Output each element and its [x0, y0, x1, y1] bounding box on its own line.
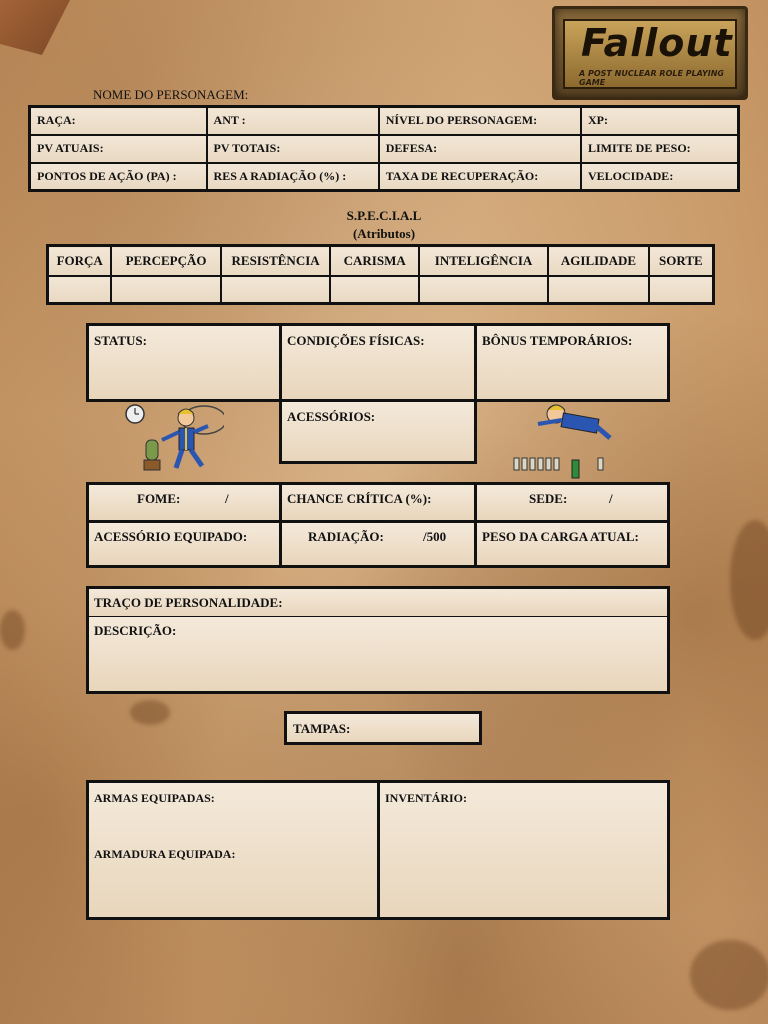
acessorios-box[interactable]	[279, 399, 477, 464]
bonus-temporarios-box[interactable]	[474, 323, 670, 402]
chance-critica-box[interactable]	[279, 482, 477, 523]
condicoes-fisicas-label: CONDIÇÕES FÍSICAS:	[287, 333, 425, 348]
special-header-forca: FORÇA	[48, 246, 112, 276]
chance-critica-label: CHANCE CRÍTICA (%):	[287, 491, 432, 506]
tampas-box[interactable]	[284, 711, 482, 745]
special-header-sorte: SORTE	[649, 246, 714, 276]
info-cell-velocidade[interactable]: VELOCIDADE:	[581, 163, 739, 191]
equipamento-box[interactable]	[86, 780, 380, 920]
info-cell-raca[interactable]: RAÇA:	[30, 107, 207, 135]
descricao-label: DESCRIÇÃO:	[94, 623, 177, 638]
paper-stain	[130, 700, 170, 725]
info-cell-pv-atuais[interactable]: PV ATUAIS:	[30, 135, 207, 163]
info-cell-taxa-recuperacao[interactable]: TAXA DE RECUPERAÇÃO:	[379, 163, 581, 191]
special-header-resistencia: RESISTÊNCIA	[221, 246, 331, 276]
sede-separator: /	[609, 491, 613, 506]
fome-separator: /	[225, 491, 229, 506]
status-label: STATUS:	[94, 333, 147, 348]
fome-label: FOME:	[137, 491, 181, 506]
info-cell-pv-totais[interactable]: PV TOTAIS:	[207, 135, 379, 163]
logo-subtitle: A POST NUCLEAR ROLE PLAYING GAME	[579, 69, 724, 87]
special-header-inteligencia: INTELIGÊNCIA	[419, 246, 548, 276]
special-value-carisma[interactable]	[330, 276, 418, 304]
armas-equipadas-label: ARMAS EQUIPADAS:	[94, 791, 215, 805]
bonus-temporarios-label: BÔNUS TEMPORÁRIOS:	[482, 333, 633, 348]
traco-personalidade-box[interactable]	[86, 586, 670, 619]
sede-box[interactable]	[474, 482, 670, 523]
special-value-agilidade[interactable]	[548, 276, 649, 304]
radiacao-box[interactable]	[279, 520, 477, 568]
armadura-equipada-label: ARMADURA EQUIPADA:	[94, 847, 236, 861]
fome-box[interactable]	[86, 482, 282, 523]
vault-boy-crawling-icon	[510, 400, 620, 480]
paper-stain	[730, 520, 768, 640]
special-header-carisma: CARISMA	[330, 246, 418, 276]
special-title: S.P.E.C.I.A.L	[346, 208, 422, 223]
info-cell-xp[interactable]: XP:	[581, 107, 739, 135]
special-value-forca[interactable]	[48, 276, 112, 304]
acessorios-label: ACESSÓRIOS:	[287, 409, 376, 424]
character-name-label: NOME DO PERSONAGEM:	[93, 87, 249, 102]
paper-stain	[690, 940, 768, 1010]
special-header-agilidade: AGILIDADE	[548, 246, 649, 276]
radiacao-max: /500	[423, 529, 447, 544]
info-table	[28, 105, 740, 192]
special-value-resistencia[interactable]	[221, 276, 331, 304]
info-cell-defesa[interactable]: DEFESA:	[379, 135, 581, 163]
special-value-percepcao[interactable]	[111, 276, 220, 304]
logo-text: Fallout	[581, 21, 733, 65]
traco-personalidade-label: TRAÇO DE PERSONALIDADE:	[94, 595, 283, 610]
peso-carga-label: PESO DA CARGA ATUAL:	[482, 529, 639, 544]
special-value-inteligencia[interactable]	[419, 276, 548, 304]
special-table	[46, 244, 715, 305]
info-cell-nivel[interactable]: NÍVEL DO PERSONAGEM:	[379, 107, 581, 135]
sede-label: SEDE:	[529, 491, 568, 506]
info-cell-pontos-acao[interactable]: PONTOS DE AÇÃO (PA) :	[30, 163, 207, 191]
vault-boy-lasso-icon	[124, 402, 224, 478]
special-header-percepcao: PERCEPÇÃO	[111, 246, 220, 276]
acessorio-equipado-label: ACESSÓRIO EQUIPADO:	[94, 529, 248, 544]
acessorio-equipado-box[interactable]	[86, 520, 282, 568]
paper-stain	[0, 610, 25, 650]
info-cell-ant[interactable]: ANT :	[207, 107, 379, 135]
status-box[interactable]	[86, 323, 282, 402]
info-cell-res-radiacao[interactable]: RES A RADIAÇÃO (%) :	[207, 163, 379, 191]
special-subtitle: (Atributos)	[352, 226, 416, 241]
tampas-label: TAMPAS:	[293, 721, 351, 736]
special-value-sorte[interactable]	[649, 276, 714, 304]
condicoes-fisicas-box[interactable]	[279, 323, 477, 402]
info-cell-limite-peso[interactable]: LIMITE DE PESO:	[581, 135, 739, 163]
descricao-box[interactable]	[86, 616, 670, 694]
peso-carga-box[interactable]	[474, 520, 670, 568]
torn-corner	[0, 0, 70, 55]
radiacao-label: RADIAÇÃO:	[308, 529, 384, 544]
inventario-box[interactable]	[377, 780, 670, 920]
inventario-label: INVENTÁRIO:	[385, 791, 468, 805]
fallout-logo	[552, 6, 748, 100]
